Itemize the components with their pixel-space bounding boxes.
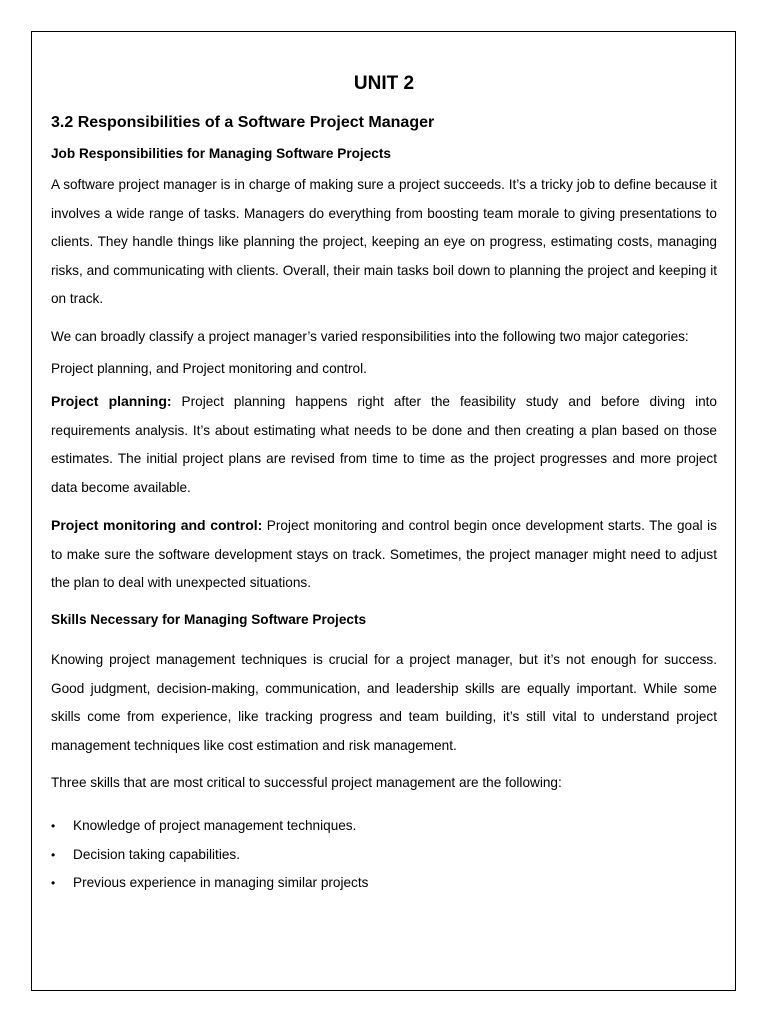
project-planning-text: Project planning happens right after the feasibility study and before diving into requirements analysis. It’s about estimating what needs to be done and then creating a plan based on those estimates. The initial project plans are revised from time to time as the project progresses and more project data become available. — [51, 394, 717, 495]
bullet-icon: • — [51, 819, 56, 833]
job-responsibilities-heading: Job Responsibilities for Managing Software Projects — [51, 146, 391, 161]
list-item — [51, 869, 717, 898]
three-skills-paragraph: Three skills that are most critical to successful project management are the following: — [51, 775, 562, 790]
categories-paragraph: Project planning, and Project monitoring and control. — [51, 361, 367, 376]
project-monitoring-paragraph — [51, 511, 717, 598]
bullet-icon: • — [51, 876, 56, 891]
list-item-text: Previous experience in managing similar projects — [73, 875, 369, 891]
list-item — [51, 841, 717, 870]
unit-title: UNIT 2 — [353, 73, 415, 94]
list-item-text: Knowledge of project management techniques. — [73, 818, 357, 833]
project-monitoring-lead: Project monitoring and control: — [51, 517, 263, 533]
project-planning-paragraph — [51, 387, 717, 502]
skills-bullet-list — [51, 812, 717, 898]
skills-heading: Skills Necessary for Managing Software Projects — [51, 612, 367, 627]
intro-paragraph: A software project manager is in charge of making sure a project succeeds. It’s a tricky job to define because it involves a wide range of tasks. Managers do everything from boosting team morale to giving presentations to clients. They handle things like planning the project, keeping an eye on progress, estimating costs, managing risks, and communicating with clients. Overall, their main tasks boil down to planning the project and keeping it on track. — [51, 177, 717, 307]
skills-paragraph: Knowing project management techniques is crucial for a project manager, but it’s not enough for success. Good judgment, decision-making, communication, and leadership skills are equally important. While some skills come from experience, like tracking progress and team building, it’s still vital to understand project management techniques like cost estimation and risk management. — [51, 652, 717, 753]
bullet-icon: • — [51, 847, 56, 862]
list-item — [51, 812, 717, 841]
list-item-text: Decision taking capabilities. — [73, 846, 240, 862]
section-heading: 3.2 Responsibilities of a Software Project Manager — [51, 114, 435, 131]
classification-paragraph: We can broadly classify a project manager’s varied responsibilities into the following two major categories: — [51, 329, 689, 344]
project-planning-lead: Project planning: — [51, 393, 172, 409]
project-monitoring-text: Project monitoring and control begin once development starts. The goal is to make sure the software development stays on track. Sometimes, the project manager might need to adjust the plan to deal with unexpected situations. — [51, 518, 717, 591]
